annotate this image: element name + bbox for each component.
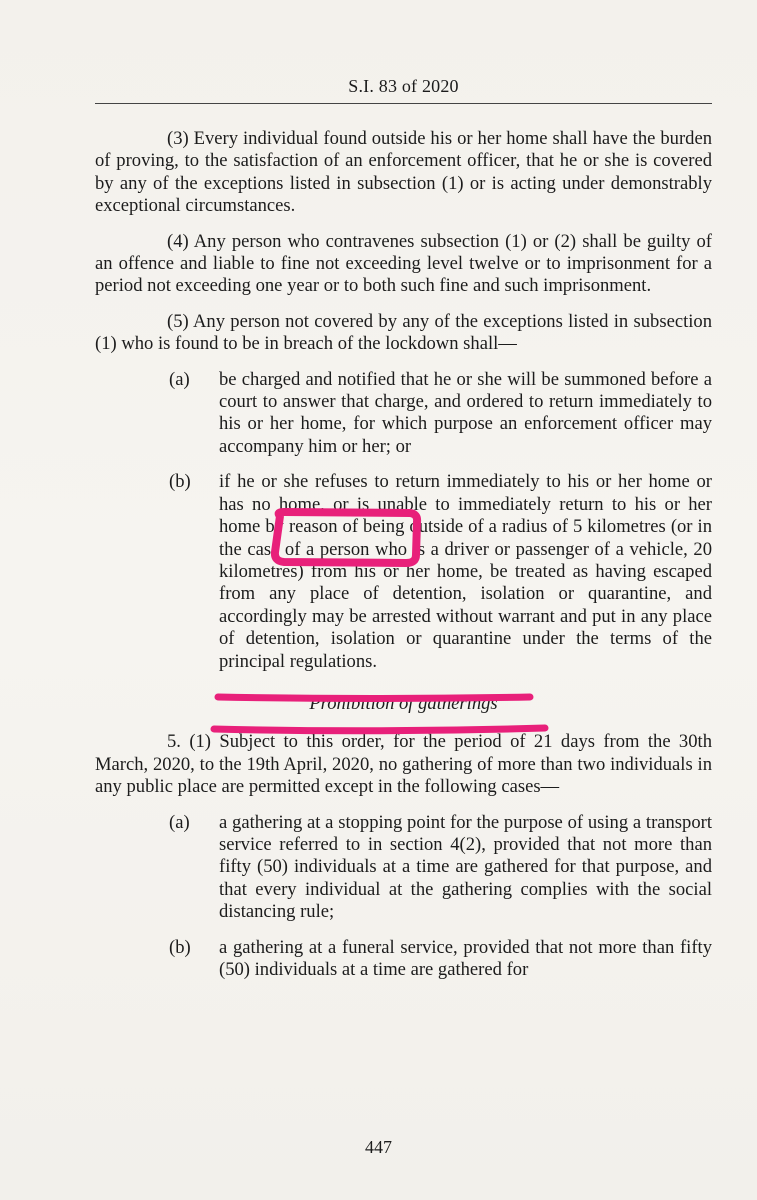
section-5-intro: 5. (1) Subject to this order, for the period of 21 days from the 30th March, 2020, to the 19th April, 2020, no gathering of more than two individuals in any public place are permitted except in the following cases— — [95, 731, 712, 798]
page-number: 447 — [365, 1137, 392, 1157]
item-text: be charged and notified that he or she will be summoned before a court to answer that charge, and ordered to return immediately to his or her home, for which purpose an enforcement officer may accompany him or her; or — [219, 368, 712, 457]
paragraph-5: (5) Any person not covered by any of the exceptions listed in subsection (1) who is found to be in breach of the lockdown shall— — [95, 310, 712, 355]
item-text: a gathering at a funeral service, provided that not more than fifty (50) individuals at a time are gathered for — [219, 936, 712, 980]
item-label: (a) — [169, 368, 190, 390]
item-text: if he or she refuses to return immediately to his or her home or has no home, or is unable to immediately return to his or her home by reason of being outside of a radius of 5 kilometres (or in the case of a person who is a driver or passenger of a vehicle, 20 kilometres) from his or her home, be treated as having escaped from any place of detention, isolation or quarantine, and accordingly may be arrested without warrant and put in any place of detention, isolation or quarantine under the terms of the principal regulations. — [219, 471, 712, 672]
list-item-5b — [95, 471, 712, 673]
item-label: (b) — [169, 471, 191, 493]
item-text: a gathering at a stopping point for the purpose of using a transport service referred to in section 4(2), provided that not more than fifty (50) individuals at a time are gathered for that purpose, and that every individual at the gathering complies with the social distancing rule; — [219, 811, 712, 923]
paragraph-4: (4) Any person who contravenes subsection (1) or (2) shall be guilty of an offence and liable to fine not exceeding level twelve or to imprisonment for a period not exceeding one year or to both such fine and such imprisonment. — [95, 230, 712, 297]
list-item-s5b — [95, 937, 712, 982]
list-item-5a — [95, 369, 712, 459]
document-body — [95, 128, 712, 994]
header-rule — [95, 103, 712, 104]
paragraph-3: (3) Every individual found outside his or her home shall have the burden of proving, to the satisfaction of an enforcement officer, that he or she is covered by any of the exceptions listed in subsection (1) or is acting under demonstrably exceptional circumstances. — [95, 128, 712, 217]
section-heading: Prohibition of gatherings — [309, 692, 498, 714]
page-header: S.I. 83 of 2020 — [348, 76, 459, 96]
item-label: (b) — [169, 936, 191, 958]
item-label: (a) — [169, 811, 190, 833]
list-item-s5a — [95, 812, 712, 924]
